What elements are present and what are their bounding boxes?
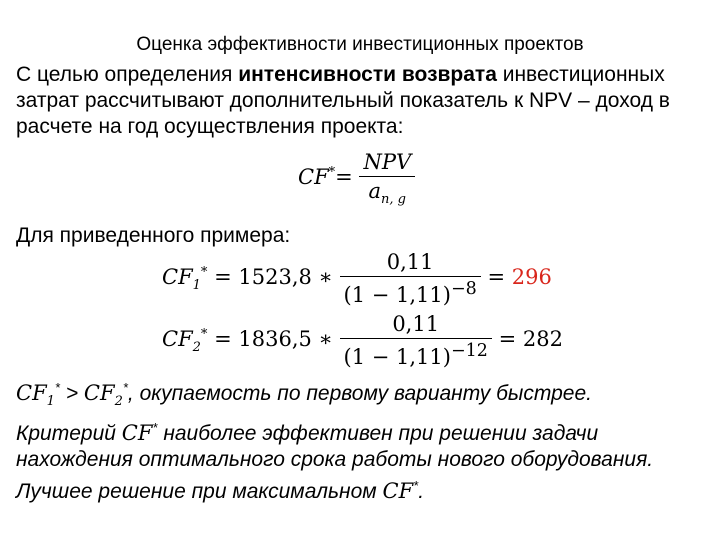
formula-1-sub: 1 (192, 278, 201, 294)
example-label: Для приведенного примера: (16, 224, 291, 247)
concl-text3: . (418, 480, 425, 504)
formula-1 (162, 250, 552, 307)
concl-cf3: CF (121, 421, 153, 446)
formula-main-eq: = (335, 165, 353, 190)
formula-2-denominator (340, 339, 492, 369)
concl-text1: , окупаемость по первому варианту быстрее. (127, 382, 592, 405)
formula-2-den-base: (1 − 1,11) (343, 345, 451, 369)
formula-1-den-exp: −8 (450, 279, 477, 299)
formula-1-denominator (340, 277, 481, 307)
intro-text-2: инвестиционных затрат рассчитывают дополнительный показатель к NPV – доход в расчете на год осуществления проекта: (16, 63, 670, 138)
formula-2-result: 282 (522, 327, 563, 351)
formula-1-lhs: CF (162, 265, 193, 289)
formula-2-den-exp: −12 (450, 341, 488, 361)
concl-cf4: CF (382, 479, 414, 504)
formula-2-eq2: = (498, 327, 517, 351)
formula-2-fraction (340, 312, 492, 369)
formula-1-fraction (340, 250, 481, 307)
formula-1-den-base: (1 − 1,11) (343, 283, 451, 307)
concl-cf2: CF (83, 381, 115, 405)
formula-2-sub: 2 (192, 340, 201, 356)
concl-sub2: 2 (114, 394, 123, 410)
formula-main-denominator (359, 177, 415, 207)
concl-star2: * (122, 380, 128, 395)
concl-cf1: CF (16, 381, 47, 405)
formula-main-numerator: NPV (359, 150, 415, 177)
concl-star1: * (54, 380, 60, 395)
formula-main-den-symbol: a (368, 179, 382, 203)
formula-main (298, 150, 415, 207)
concl-gt: > (59, 382, 84, 405)
intro-paragraph (16, 62, 706, 140)
formula-1-eq: = 1523,8 ∗ (214, 265, 333, 289)
formula-main-fraction (359, 150, 415, 207)
formula-2-lhs: CF (162, 327, 193, 351)
concl-text2a: Критерий (16, 422, 122, 446)
formula-main-den-sub: n, g (381, 192, 407, 208)
formula-1-numerator: 0,11 (340, 250, 481, 277)
concl-star3: * (152, 420, 158, 436)
intro-bold-text: интенсивности возврата (238, 63, 497, 86)
concl-text2b: наиболее эффективен при решении задачи нахождения оптимального срока работы нового оборудования. Лучшее решение при максимальном (16, 422, 654, 504)
formula-1-star: * (200, 265, 208, 280)
formula-2-eq: = 1836,5 ∗ (214, 327, 333, 351)
formula-1-result: 296 (511, 265, 552, 289)
formula-2 (162, 312, 563, 369)
concl-star4: * (413, 478, 419, 494)
formula-2-star: * (200, 327, 208, 342)
intro-text-1: С целью определения (16, 63, 239, 86)
slide-title: Оценка эффективности инвестиционных проектов (136, 34, 584, 55)
formula-main-lhs: CF (298, 165, 329, 190)
formula-2-numerator: 0,11 (340, 312, 492, 339)
formula-1-eq2: = (487, 265, 506, 289)
concl-sub1: 1 (46, 394, 55, 410)
formula-main-star: * (328, 165, 336, 181)
conclusion-paragraph (16, 375, 706, 505)
